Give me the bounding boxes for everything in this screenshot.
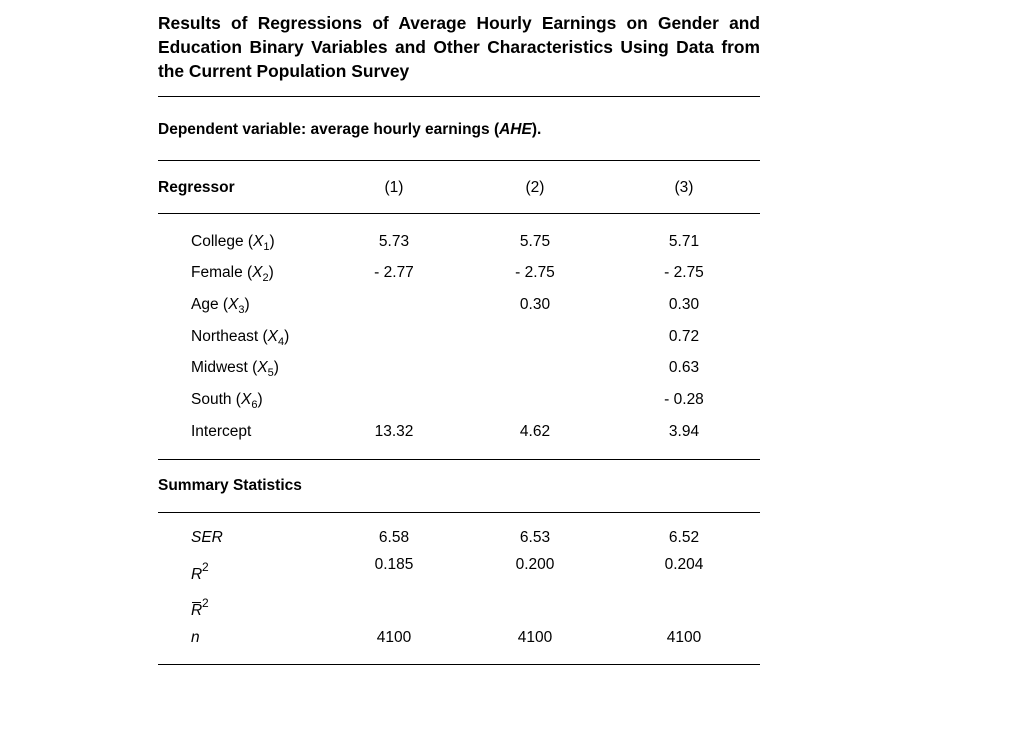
header-regressor: Regressor [158,179,235,196]
female-col-1: - 2.77 [374,264,414,281]
college-col-1: 5.73 [378,233,410,250]
row-label-college: College $(X_1)$ [191,233,275,253]
dependent-abbrev: AHE [499,121,532,138]
college-col-2: 5.75 [519,233,551,250]
ser-col-2: 6.53 [519,529,551,546]
row-label-adjusted-r-squared: R 2 [191,596,209,619]
college-col-3: 5.71 [668,233,700,250]
female-col-3: - 2.75 [664,264,704,281]
r-squared-col-3: 0.204 [664,556,704,573]
dependent-variable-note [158,120,541,140]
row-label-female: Female $(X_2)$ [191,264,274,284]
row-label-age: Age $(X_3)$ [191,296,250,316]
rule-summary-top [158,512,760,513]
age-col-2: 0.30 [519,296,551,313]
r-squared-col-1: 0.185 [374,556,414,573]
n-col-2: 4100 [517,629,553,646]
female-col-2: - 2.75 [515,264,555,281]
header-col-2: (2) [525,179,545,196]
row-label-intercept: Intercept [191,423,252,440]
table-title: Results of Regressions of Average Hourly Earnings on Gender and Education Binary Variables and Other Characteristics Using Data from the Current Population Survey [158,13,760,81]
intercept-col-3: 3.94 [668,423,700,440]
intercept-col-2: 4.62 [519,423,551,440]
row-label-n: n [191,629,200,646]
rule-bottom [158,664,760,665]
n-col-1: 4100 [376,629,412,646]
ser-col-3: 6.52 [668,529,700,546]
rule-top [158,96,760,97]
intercept-col-1: 13.32 [374,423,414,440]
age-col-3: 0.30 [668,296,700,313]
row-label-ser: SER [191,529,223,546]
row-label-r-squared: R 2 [191,560,209,583]
row-label-northeast: Northeast $(X_4)$ [191,328,290,348]
dependent-prefix: Dependent variable: average hourly earnings ( [158,121,500,138]
dependent-suffix: ). [531,121,542,138]
row-label-midwest: Midwest $(X_5)$ [191,359,279,379]
south-col-3: - 0.28 [664,391,704,408]
rule-header-bottom [158,213,760,214]
r-squared-col-2: 0.200 [515,556,555,573]
ser-col-1: 6.58 [378,529,410,546]
row-label-south: South $(X_6)$ [191,391,263,411]
n-col-3: 4100 [666,629,702,646]
midwest-col-3: 0.63 [668,359,700,376]
rule-regressors-bottom [158,459,760,460]
header-col-3: (3) [674,179,694,196]
rule-header-top [158,160,760,161]
header-col-1: (1) [384,179,404,196]
summary-statistics-title: Summary Statistics [158,477,302,494]
northeast-col-3: 0.72 [668,328,700,345]
